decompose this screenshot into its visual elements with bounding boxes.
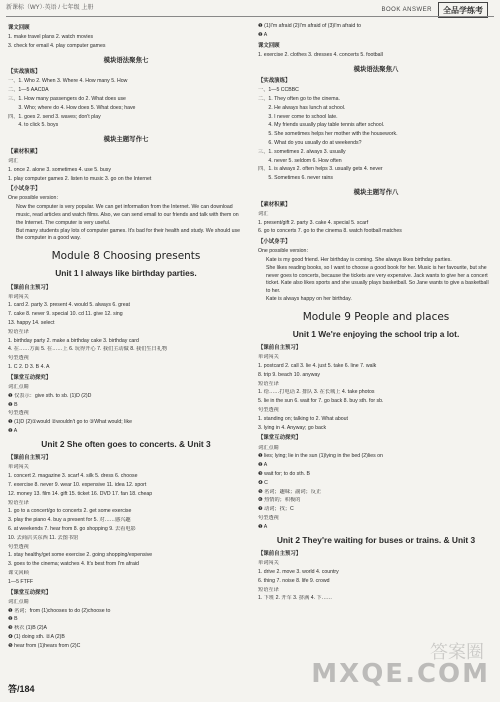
page-number: 答/184: [8, 683, 35, 694]
answer-line: 6. What do you usually do at weekends?: [258, 140, 362, 146]
answer-line: 词汇点睛: [8, 383, 29, 390]
answer-line: ❻ 热情的；积极的: [258, 497, 301, 504]
answer-line: 3. check for email 4. play computer games: [8, 42, 106, 49]
watermark-stamp: 答案圈: [430, 642, 484, 663]
answer-line: 1. card 2. party 3. present 4. would 5. always 6. great: [8, 302, 130, 309]
answer-line: 4. to click 5. boys: [8, 122, 59, 129]
answer-line: 1. drive 2. move 3. world 4. country: [258, 569, 339, 576]
answer-line: 一、1—5 CCBBC: [258, 87, 299, 94]
section-label: 【课堂互动探究】: [258, 435, 302, 442]
paragraph: Now the computer is very popular. We can get information from the Internet. We can download music, read articles and watch films. Also, we can send email to our friends and talk with them on the Internet. The computer is very useful.: [16, 204, 239, 226]
answer-line: 12. money 13. film 14. gift 15. ticket 16. DVD 17. fan 18. cheap: [8, 490, 153, 497]
module-title: Module 9 People and places: [302, 310, 450, 323]
answer-line: 单词闯关: [8, 293, 29, 300]
answer-line: 3. Who; where do 4. How does 5. What does; have: [8, 104, 136, 111]
answer-line: ❷ A: [258, 31, 268, 38]
answer-line: 二、1—5 AACDA: [8, 87, 49, 94]
answer-line: 单词闯关: [258, 354, 279, 361]
answer-line: 5. Sometimes 6. never rains: [258, 175, 333, 182]
answer-line: 句型透视: [258, 514, 279, 521]
answer-line: 1. exercise 2. clothes 3. dresses 4. concerts 5. football: [258, 51, 383, 58]
answer-line: ❶ 仅表示：give sth. to sb. (1)D (2)D: [8, 392, 92, 399]
answer-line: 1. play computer games 2. listen to music 3. go on the Internet: [8, 175, 152, 182]
section-label: 课文回顾: [8, 25, 30, 31]
answer-line: 2. He always has lunch at school.: [258, 104, 346, 111]
section-label: 【小试身手】: [8, 186, 41, 193]
answer-line: ❹ (1) doing sth. ②A (2)B: [8, 633, 65, 640]
answer-line: 8. trip 9. beach 10. anyway: [258, 371, 320, 378]
answer-line: 7. exercise 8. never 9. wear 10. expensive 11. idea 12. sport: [8, 482, 147, 489]
answer-line: 3. play the piano 4. buy a present for 5. 对……感兴趣: [8, 517, 131, 524]
answer-line: 6. go to concerts 7. go to the cinema 8. watch football matches: [258, 228, 402, 235]
answer-line: 二、1. They often go to the cinema.: [258, 96, 340, 103]
answer-line: 3. I never come to school late.: [258, 113, 338, 120]
section-label: 课文回顾: [258, 42, 280, 49]
paragraph: But many students play lots of computer games. It's bad for their health and study. We should use the computer in a good way.: [16, 227, 240, 242]
answer-line: 1. concert 2. magazine 3. scarf 4. silk 5. dress 6. choose: [8, 473, 138, 480]
answer-line: 单词闯关: [258, 560, 279, 567]
answer-line: 四、1. is always 2. often helps 3. usually gets 4. never: [258, 166, 383, 173]
answer-line: 1. postcard 2. call 3. lie 4. just 5. take 6. line 7. walk: [258, 363, 377, 370]
answer-line: 1. 给……打电话 2. 排队 3. 在长城上 4. take photos: [258, 389, 375, 396]
answer-line: 6. thing 7. noise 8. life 9. crowd: [258, 577, 330, 584]
answer-line: ❺ hear from (1)hears from (2)C: [8, 642, 81, 649]
answer-line: 1. go to a concert/go to concerts 2. get some exercise: [8, 508, 132, 515]
answer-line: 3. goes to the cinema; watches 4. It's best from I'm afraid: [8, 561, 139, 568]
answer-line: 词汇点睛: [258, 444, 279, 451]
answer-line: 短语互译: [258, 586, 279, 593]
answer-line: ❷ B: [8, 616, 18, 623]
answer-line: ❹ C: [258, 479, 268, 486]
answer-line: 1. present/gift 2. party 3. cake 4. special 5. scarf: [258, 219, 369, 226]
paragraph: Kate is my good friend. Her birthday is coming. She always likes birthday parties.: [266, 257, 452, 263]
section-label: 【课前自主预习】: [8, 284, 52, 291]
section-label: 【实战演练】: [8, 69, 41, 76]
section-title: 模块主题写作七: [103, 136, 149, 144]
answer-line: 词汇: [8, 157, 19, 164]
answer-line: 3. lying in 4. Anyway; go back: [258, 424, 327, 431]
answer-line: 1. birthday party 2. make a birthday cake 3. birthday card: [8, 337, 139, 344]
answer-line: 单词闯关: [8, 464, 29, 471]
answer-line: 4. My friends usually play table tennis after school.: [258, 122, 385, 129]
answer-line: 1. once 2. alone 3. sometimes 4. use 5. busy: [8, 166, 111, 173]
section-label: 【课前自主预习】: [8, 455, 52, 462]
paragraph: She likes reading books, so I want to choose a good book for her. Music is her favourite, but she never goes to concerts, because the tickets are very expensive. Jack wants to give her a concert ticket. Kate also likes sports and she usually plays basketball. So Jane wants to give a basketball to her.: [266, 264, 489, 295]
answer-line: 四、1. goes 2. send 3. waves; don't play: [8, 113, 101, 120]
unit-title: Unit 1 I always like birthday parties.: [55, 267, 197, 278]
answer-line: ❶ (1)I'm afraid (2)I'm afraid of (3)I'm afraid to: [258, 23, 362, 29]
section-label: 【课前自主预习】: [258, 345, 302, 352]
section-label: 【课堂互动探究】: [8, 589, 52, 596]
watermark: [311, 626, 494, 696]
answer-line: 5. She sometimes helps her mother with the housework.: [258, 131, 398, 138]
section-label: 【课前自主预习】: [258, 551, 302, 558]
header-brand-text: BOOK ANSWER: [381, 6, 432, 13]
answer-line: 4. 在……方面 5. 在……上 6. 玩得开心 7. 我们主动做 8. 我们生日礼物: [8, 346, 168, 353]
answer-line: ❸ 秋衣 (1)B (2)A: [8, 625, 47, 632]
paragraph: Kate is always happy on her birthday.: [266, 295, 352, 302]
answer-line: 三、1. How many passengers do 2. What does use: [8, 96, 126, 103]
answer-line: 1—5 FTFF: [8, 578, 34, 585]
answer-line: 词汇: [258, 210, 269, 217]
section-title: 模块语法聚焦七: [103, 56, 149, 64]
answer-line: 5. lie in the sun 6. wait for 7. go back 8. buy sth. for sb.: [258, 398, 384, 405]
answer-line: ❶ 名词；from (1)chooses to do (2)choose to: [8, 607, 111, 614]
answer-line: 短语互译: [8, 328, 29, 335]
answer-line: 三、1. sometimes 2. always 3. usually: [258, 148, 346, 155]
answer-line: 1. 下班 2. 开车 3. 挤满 4. 下……: [258, 595, 333, 602]
unit-title: Unit 1 We're enjoying the school trip a lot.: [292, 328, 460, 339]
answer-line: 1. make travel plans 2. watch movies: [8, 34, 94, 41]
answer-line: 6. at weekends 7. hear from 8. go shopping 9. 去看电影: [8, 526, 136, 533]
module-title: Module 8 Choosing presents: [51, 250, 201, 263]
unit-title: Unit 2 She often goes to concerts. & Unit 3: [41, 438, 211, 449]
answer-line: 7. cake 8. never 9. special 10. cd 11. give 12. sing: [8, 311, 123, 318]
answer-line: ❶ lies; lying; lie in the sun (1)lying in the bed (2)lies on: [258, 453, 383, 460]
left-column: [8, 22, 244, 652]
section-label: 【素材积累】: [258, 201, 291, 208]
answer-line: 句型透视: [8, 543, 29, 550]
header-rule: [6, 16, 494, 17]
answer-line: ❺ 名词；趣味；副词；反正: [258, 488, 322, 495]
answer-line: 词汇点睛: [8, 598, 29, 605]
section-title: 模块语法聚焦八: [353, 65, 399, 73]
answer-line: One possible version：: [8, 195, 62, 202]
section-title: 模块主题写作八: [353, 188, 399, 196]
answer-line: ❷ A: [258, 462, 268, 469]
section-label: 【小试身手】: [258, 239, 291, 246]
answer-line: 10. 去商店买东西 11. 去图书馆: [8, 534, 79, 541]
answer-line: 1. stay healthy/get some exercise 2. going shopping/expensive: [8, 552, 153, 559]
answer-line: ❷ B: [8, 401, 18, 408]
answer-line: ❸ wait for; to do sth. B: [258, 470, 310, 477]
answer-line: ❶ (1)D (2)①would ②wouldn't go to ③What would; like: [8, 419, 132, 426]
answer-line: ❶ A: [258, 523, 268, 530]
answer-line: 句型透视: [258, 407, 279, 414]
page-header: [0, 0, 500, 22]
section-label: 【课堂互动探究】: [8, 374, 52, 381]
header-logo-box: 全品学练考: [438, 2, 488, 18]
answer-line: 课文回顾: [8, 570, 29, 577]
answer-line: 1. C 2. D 3. B 4. A: [8, 364, 50, 371]
section-label: 【素材积累】: [8, 148, 41, 155]
section-label: 【实战演练】: [258, 78, 291, 85]
header-series-label: 新课标（WY）·英语 / 七年级 上册: [6, 5, 94, 11]
answer-line: 短语互译: [8, 499, 29, 506]
answer-line: 短语互译: [258, 380, 279, 387]
answer-line: 13. happy 14. select: [8, 320, 55, 327]
answer-line: ❼ 动词；找；C: [258, 506, 294, 513]
right-column: [258, 22, 494, 604]
answer-line: 一、1. Who 2. When 3. Where 4. How many 5. How: [8, 78, 128, 85]
answer-line: One possible version：: [258, 248, 312, 255]
answer-line: 1. standing on; talking to 2. What about: [258, 415, 348, 422]
answer-line: 4. never 5. seldom 6. How often: [258, 157, 342, 164]
answer-line: 句型透视: [8, 355, 29, 362]
unit-title: Unit 2 They're waiting for buses or trains. & Unit 3: [276, 534, 476, 545]
watermark-text: MXQE.COM: [311, 659, 490, 689]
answer-line: 句型透视: [8, 410, 29, 417]
answer-line: ❷ A: [8, 427, 18, 434]
